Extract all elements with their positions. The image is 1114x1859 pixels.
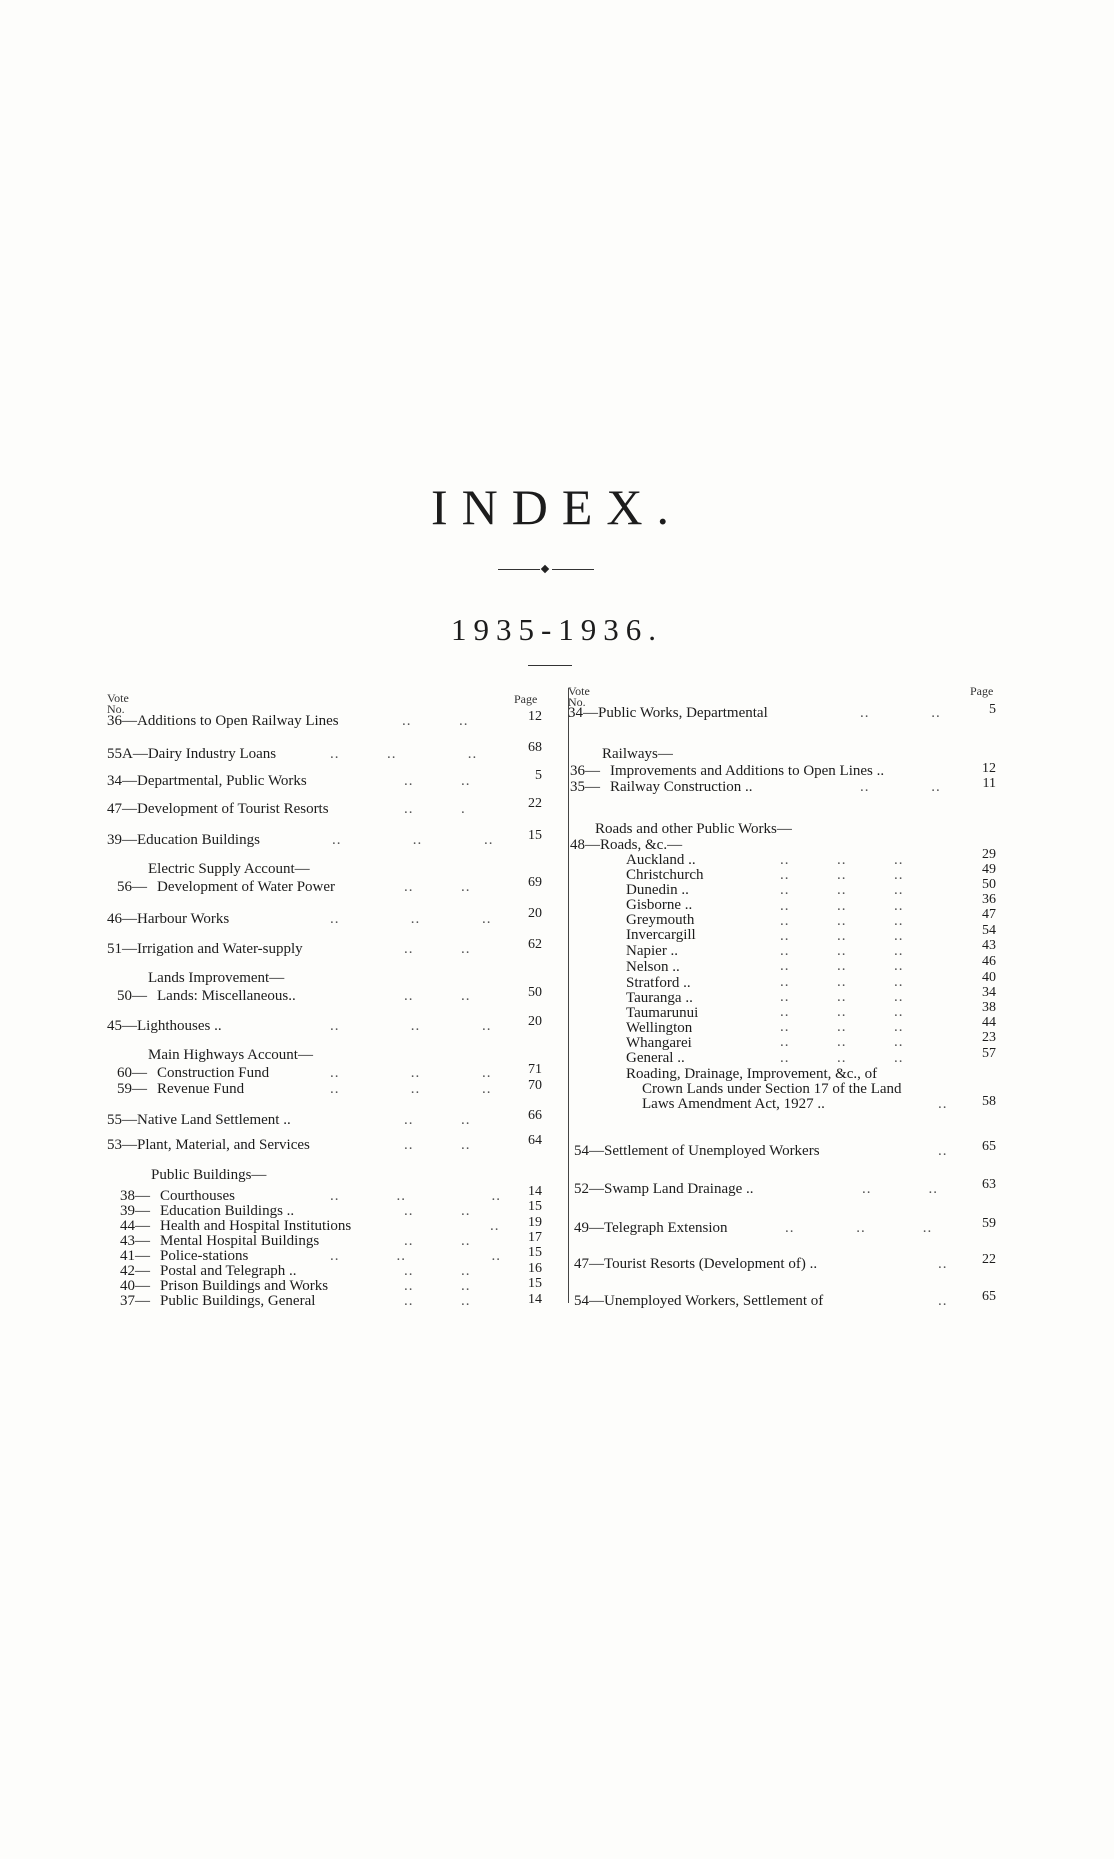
left-page-header: Page xyxy=(514,692,538,706)
leader-dots: .. .. xyxy=(404,1278,471,1294)
leader-dots: .. .. xyxy=(402,713,469,729)
index-entry: 50— Lands: Miscellaneous.. xyxy=(117,988,296,1004)
leader-dots: .. .. xyxy=(404,1137,471,1153)
section-heading: Lands Improvement— xyxy=(148,970,285,986)
index-entry: 42— Postal and Telegraph .. xyxy=(120,1263,297,1279)
index-entry: 44— Health and Hospital Institutions xyxy=(120,1218,352,1234)
leader-dots: .. xyxy=(490,1218,500,1234)
page-number: 15 xyxy=(528,1245,542,1260)
page-number: 50 xyxy=(528,985,542,1000)
leader-dots: .. .. .. xyxy=(785,1220,933,1236)
town-entry: Napier .. xyxy=(626,943,679,959)
section-subheading: 48—Roads, &c.— xyxy=(570,837,683,853)
leader-dots: .. .. xyxy=(404,1112,471,1128)
right-vote-header: Vote No. xyxy=(568,684,590,709)
page-number: 49 xyxy=(982,862,996,877)
page-number: 66 xyxy=(528,1108,542,1123)
leader-dots: .. .. xyxy=(860,779,941,795)
page-number: 22 xyxy=(982,1252,996,1267)
page-number: 5 xyxy=(535,768,542,783)
index-entry: 34—Public Works, Departmental xyxy=(568,705,768,721)
page-number: 69 xyxy=(528,875,542,890)
page-number: 15 xyxy=(528,1276,542,1291)
page-number: 70 xyxy=(528,1078,542,1093)
page-number: 65 xyxy=(982,1289,996,1304)
page-number: 68 xyxy=(528,740,542,755)
page-number: 34 xyxy=(982,985,996,1000)
town-entry: Dunedin .. xyxy=(626,882,689,898)
leader-dots: .. .. .. xyxy=(330,1065,492,1081)
index-entry: 36— Improvements and Additions to Open Lines .. xyxy=(570,763,885,779)
page-number: 19 xyxy=(528,1215,542,1230)
page-number: 12 xyxy=(982,761,996,776)
page-number: 20 xyxy=(528,906,542,921)
leader-dots: .. .. xyxy=(860,705,941,721)
index-entry: 36—Additions to Open Railway Lines xyxy=(107,713,339,729)
page-number: 57 xyxy=(982,1046,996,1061)
page-number: 65 xyxy=(982,1139,996,1154)
town-entry: Wellington xyxy=(626,1020,693,1036)
leader-dots: .. xyxy=(938,1256,948,1272)
section-heading: Electric Supply Account— xyxy=(148,861,310,877)
index-entry: 51—Irrigation and Water-supply xyxy=(107,941,303,957)
index-entry: 55A—Dairy Industry Loans xyxy=(107,746,277,762)
index-entry: 38— Courthouses xyxy=(120,1188,235,1204)
leader-dots: .. .. .. xyxy=(330,1081,492,1097)
page-number: 58 xyxy=(982,1094,996,1109)
page-number: 62 xyxy=(528,937,542,952)
index-entry: 60— Construction Fund xyxy=(117,1065,270,1081)
index-entry: 35— Railway Construction .. xyxy=(570,779,753,795)
leader-dots: .. .. xyxy=(404,879,471,895)
town-entry: Auckland .. xyxy=(626,852,696,868)
year-rule xyxy=(528,665,572,666)
page-number: 64 xyxy=(528,1133,542,1148)
page-number: 16 xyxy=(528,1261,542,1276)
leader-dots: .. .. xyxy=(404,1203,471,1219)
index-entry: 43— Mental Hospital Buildings xyxy=(120,1233,320,1249)
leader-dots: .. .. xyxy=(404,1233,471,1249)
page-number: 54 xyxy=(982,923,996,938)
leader-dots: .. .. .. xyxy=(330,1188,501,1204)
page-number: 46 xyxy=(982,954,996,969)
leader-dots: .. .. xyxy=(404,773,471,789)
roading-line: Crown Lands under Section 17 of the Land xyxy=(642,1081,902,1097)
leader-dots: .. .. .. .. .. .. .. .. .. .. .. .. .. .. .. .. .. .. .. .. .. .. .. .. .. .. .. .. .. .. .. .. .. .. .. .. .. .. .. .. .. .. xyxy=(780,852,904,1066)
leader-dots: .. .. xyxy=(404,988,471,1004)
page-number: 50 xyxy=(982,877,996,892)
leader-dots: .. .. .. xyxy=(332,832,494,848)
ornament-divider xyxy=(498,565,594,575)
page-number: 59 xyxy=(982,1216,996,1231)
section-heading: Railways— xyxy=(602,746,673,762)
diamond-ornament-icon xyxy=(541,565,549,573)
index-entry: 49—Telegraph Extension xyxy=(574,1220,728,1236)
page-number: 17 xyxy=(528,1230,542,1245)
index-entry: 53—Plant, Material, and Services xyxy=(107,1137,310,1153)
index-entry: 59— Revenue Fund xyxy=(117,1081,245,1097)
page-number: 14 xyxy=(528,1292,542,1307)
leader-dots: .. xyxy=(938,1293,948,1309)
page-number: 15 xyxy=(528,1199,542,1214)
page-number: 38 xyxy=(982,1000,996,1015)
index-entry: 47—Tourist Resorts (Development of) .. xyxy=(574,1256,818,1272)
section-heading: Roads and other Public Works— xyxy=(595,821,792,837)
page-number: 40 xyxy=(982,970,996,985)
roading-line: Laws Amendment Act, 1927 .. xyxy=(642,1096,825,1112)
index-entry: 46—Harbour Works xyxy=(107,911,230,927)
index-entry: 39— Education Buildings .. xyxy=(120,1203,295,1219)
index-entry: 41— Police-stations xyxy=(120,1248,249,1264)
page-number: 5 xyxy=(989,702,996,717)
roading-line: Roading, Drainage, Improvement, &c., of xyxy=(626,1066,878,1082)
leader-dots: .. xyxy=(938,1096,948,1112)
leader-dots: .. .. .. xyxy=(330,1018,492,1034)
index-title: INDEX. xyxy=(430,479,684,535)
town-entry: Nelson .. xyxy=(626,959,680,975)
index-entry: 55—Native Land Settlement .. xyxy=(107,1112,291,1128)
page-number: 44 xyxy=(982,1015,996,1030)
leader-dots: .. .. xyxy=(404,941,471,957)
page-number: 36 xyxy=(982,892,996,907)
page-number: 71 xyxy=(528,1062,542,1077)
index-entry: 39—Education Buildings xyxy=(107,832,260,848)
section-heading: Main Highways Account— xyxy=(148,1047,313,1063)
town-entry: Taumarunui xyxy=(626,1005,699,1021)
page-number: 11 xyxy=(982,776,996,791)
page-number: 47 xyxy=(982,907,996,922)
town-entry: Gisborne .. xyxy=(626,897,693,913)
page-number: 14 xyxy=(528,1184,542,1199)
town-entry: Tauranga .. xyxy=(626,990,693,1006)
section-heading: Public Buildings— xyxy=(151,1167,267,1183)
page-number: 12 xyxy=(528,709,542,724)
leader-dots: .. . xyxy=(404,801,466,817)
leader-dots: .. .. xyxy=(404,1263,471,1279)
index-entry: 45—Lighthouses .. xyxy=(107,1018,222,1034)
index-entry: 54—Unemployed Workers, Settlement of xyxy=(574,1293,824,1309)
town-entry: Greymouth xyxy=(626,912,695,928)
page-number: 29 xyxy=(982,847,996,862)
leader-dots: .. .. xyxy=(862,1181,938,1197)
page-number: 22 xyxy=(528,796,542,811)
page-number: 15 xyxy=(528,828,542,843)
index-entry: 34—Departmental, Public Works xyxy=(107,773,307,789)
page-number: 43 xyxy=(982,938,996,953)
town-entry: Stratford .. xyxy=(626,975,691,991)
index-entry: 47—Development of Tourist Resorts xyxy=(107,801,329,817)
leader-dots: .. .. .. xyxy=(330,1248,501,1264)
leader-dots: .. .. .. xyxy=(330,911,492,927)
page-number: 63 xyxy=(982,1177,996,1192)
index-entry: 54—Settlement of Unemployed Workers xyxy=(574,1143,820,1159)
town-entry: General .. xyxy=(626,1050,685,1066)
town-entry: Christchurch xyxy=(626,867,704,883)
index-entry: 52—Swamp Land Drainage .. xyxy=(574,1181,754,1197)
leader-dots: .. .. xyxy=(404,1293,471,1309)
leader-dots: .. xyxy=(938,1143,948,1159)
town-entry: Invercargill xyxy=(626,927,696,943)
year-range: 1935-1936. xyxy=(450,612,664,647)
leader-dots: .. .. .. xyxy=(330,746,478,762)
page-number: 20 xyxy=(528,1014,542,1029)
index-entry: 40— Prison Buildings and Works xyxy=(120,1278,329,1294)
column-divider xyxy=(568,688,569,1303)
left-vote-header: Vote No. xyxy=(107,691,129,716)
page-number: 23 xyxy=(982,1030,996,1045)
town-entry: Whangarei xyxy=(626,1035,692,1051)
index-entry: 56— Development of Water Power xyxy=(117,879,336,895)
right-page-header: Page xyxy=(970,684,994,698)
index-entry: 37— Public Buildings, General xyxy=(120,1293,316,1309)
